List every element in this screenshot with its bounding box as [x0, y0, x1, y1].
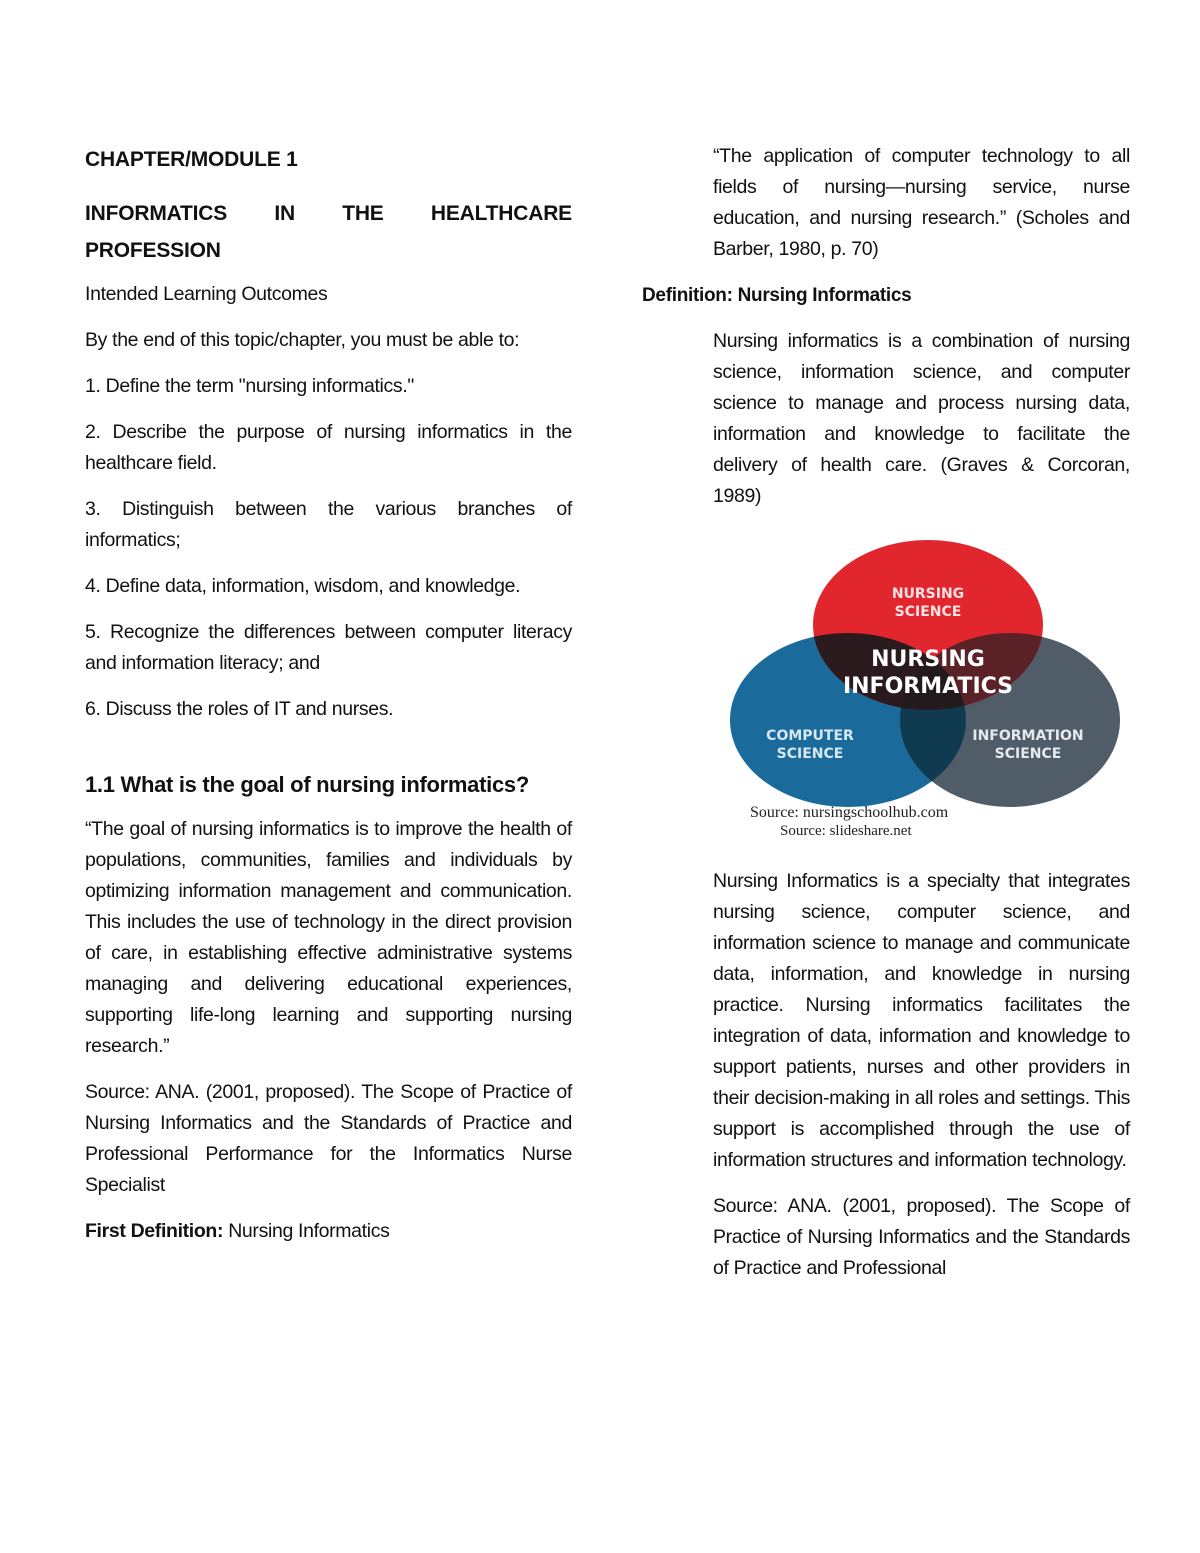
- nursing-informatics-label: INFORMATICS: [842, 674, 1014, 699]
- right-column: [642, 141, 1130, 1284]
- nursing-science-label: NURSING: [891, 586, 965, 602]
- specialty-text: Nursing Informatics is a specialty that integrates nursing science, computer science, and information science to manage and communicate data, information, and knowledge in nursing practice. Nursing informatics facilitates the integration of data, information and knowledge to support patients, nurses and other providers in their decision-making in all roles and settings. This support is accomplished through the use of information structures and information technology.: [713, 870, 1130, 1171]
- chapter-title: [85, 195, 572, 269]
- definition-heading: Definition: Nursing Informatics: [642, 285, 912, 306]
- first-definition-term: Nursing Informatics: [223, 1220, 390, 1242]
- first-definition-label: First Definition:: [85, 1220, 224, 1242]
- first-definition-heading: [85, 1216, 572, 1247]
- title-word: THE: [342, 202, 384, 225]
- nursing-science-label: SCIENCE: [894, 604, 962, 620]
- title-word: IN: [274, 202, 295, 225]
- outcomes-intro: By the end of this topic/chapter, you must be able to:: [85, 329, 520, 351]
- venn-source-1: Source: nursingschoolhub.com: [750, 804, 949, 821]
- section-heading: 1.1 What is the goal of nursing informatics?: [85, 772, 529, 797]
- information-science-label: INFORMATION: [972, 728, 1084, 744]
- nursing-informatics-label: NURSING: [871, 647, 985, 672]
- information-science-label: SCIENCE: [994, 746, 1062, 762]
- outcome-item: 6. Discuss the roles of IT and nurses.: [85, 698, 394, 720]
- outcome-item: 2. Describe the purpose of nursing informatics in the healthcare field.: [85, 421, 572, 474]
- computer-science-label: COMPUTER: [766, 728, 854, 744]
- goal-source: Source: ANA. (2001, proposed). The Scope of Practice of Nursing Informatics and the Standards of Practice and Professional Performance for the Informatics Nurse Specialist: [85, 1081, 572, 1196]
- outcome-item: 3. Distinguish between the various branches of informatics;: [85, 498, 572, 551]
- left-column: [85, 143, 572, 1247]
- computer-science-label: SCIENCE: [776, 746, 844, 762]
- title-word: INFORMATICS: [85, 202, 228, 225]
- definition-text: Nursing informatics is a combination of nursing science, information science, and computer science to manage and process nursing data, information and knowledge to facilitate the delivery of health care. (Graves & Corcoran, 1989): [713, 330, 1130, 507]
- ilo-heading: Intended Learning Outcomes: [85, 283, 328, 305]
- goal-quote: “The goal of nursing informatics is to improve the health of populations, communities, families and individuals by optimizing information management and communication. This includes the use of technology in the direct provision of care, in establishing effective administrative systems managing and delivering educational experiences, supporting life-long learning and supporting nursing research.”: [85, 818, 572, 1057]
- venn-diagram-graphic: [730, 540, 1130, 840]
- chapter-title-line-2: PROFESSION: [85, 239, 221, 262]
- outcome-item: 1. Define the term "nursing informatics.": [85, 375, 414, 397]
- outcome-item: 4. Define data, information, wisdom, and knowledge.: [85, 575, 521, 597]
- first-definition-quote: “The application of computer technology to all fields of nursing—nursing service, nurse education, and nursing research.” (Scholes and Barber, 1980, p. 70): [713, 145, 1130, 260]
- title-word: HEALTHCARE: [430, 202, 572, 225]
- specialty-source: Source: ANA. (2001, proposed). The Scope of Practice of Nursing Informatics and the Standards of Practice and Professional: [713, 1195, 1130, 1279]
- outcome-item: 5. Recognize the differences between computer literacy and information literacy; and: [85, 621, 572, 674]
- chapter-title-line-1: [85, 195, 572, 232]
- venn-diagram: [730, 540, 1130, 840]
- chapter-label: CHAPTER/MODULE 1: [85, 148, 298, 171]
- venn-source-2: Source: slideshare.net: [780, 823, 912, 839]
